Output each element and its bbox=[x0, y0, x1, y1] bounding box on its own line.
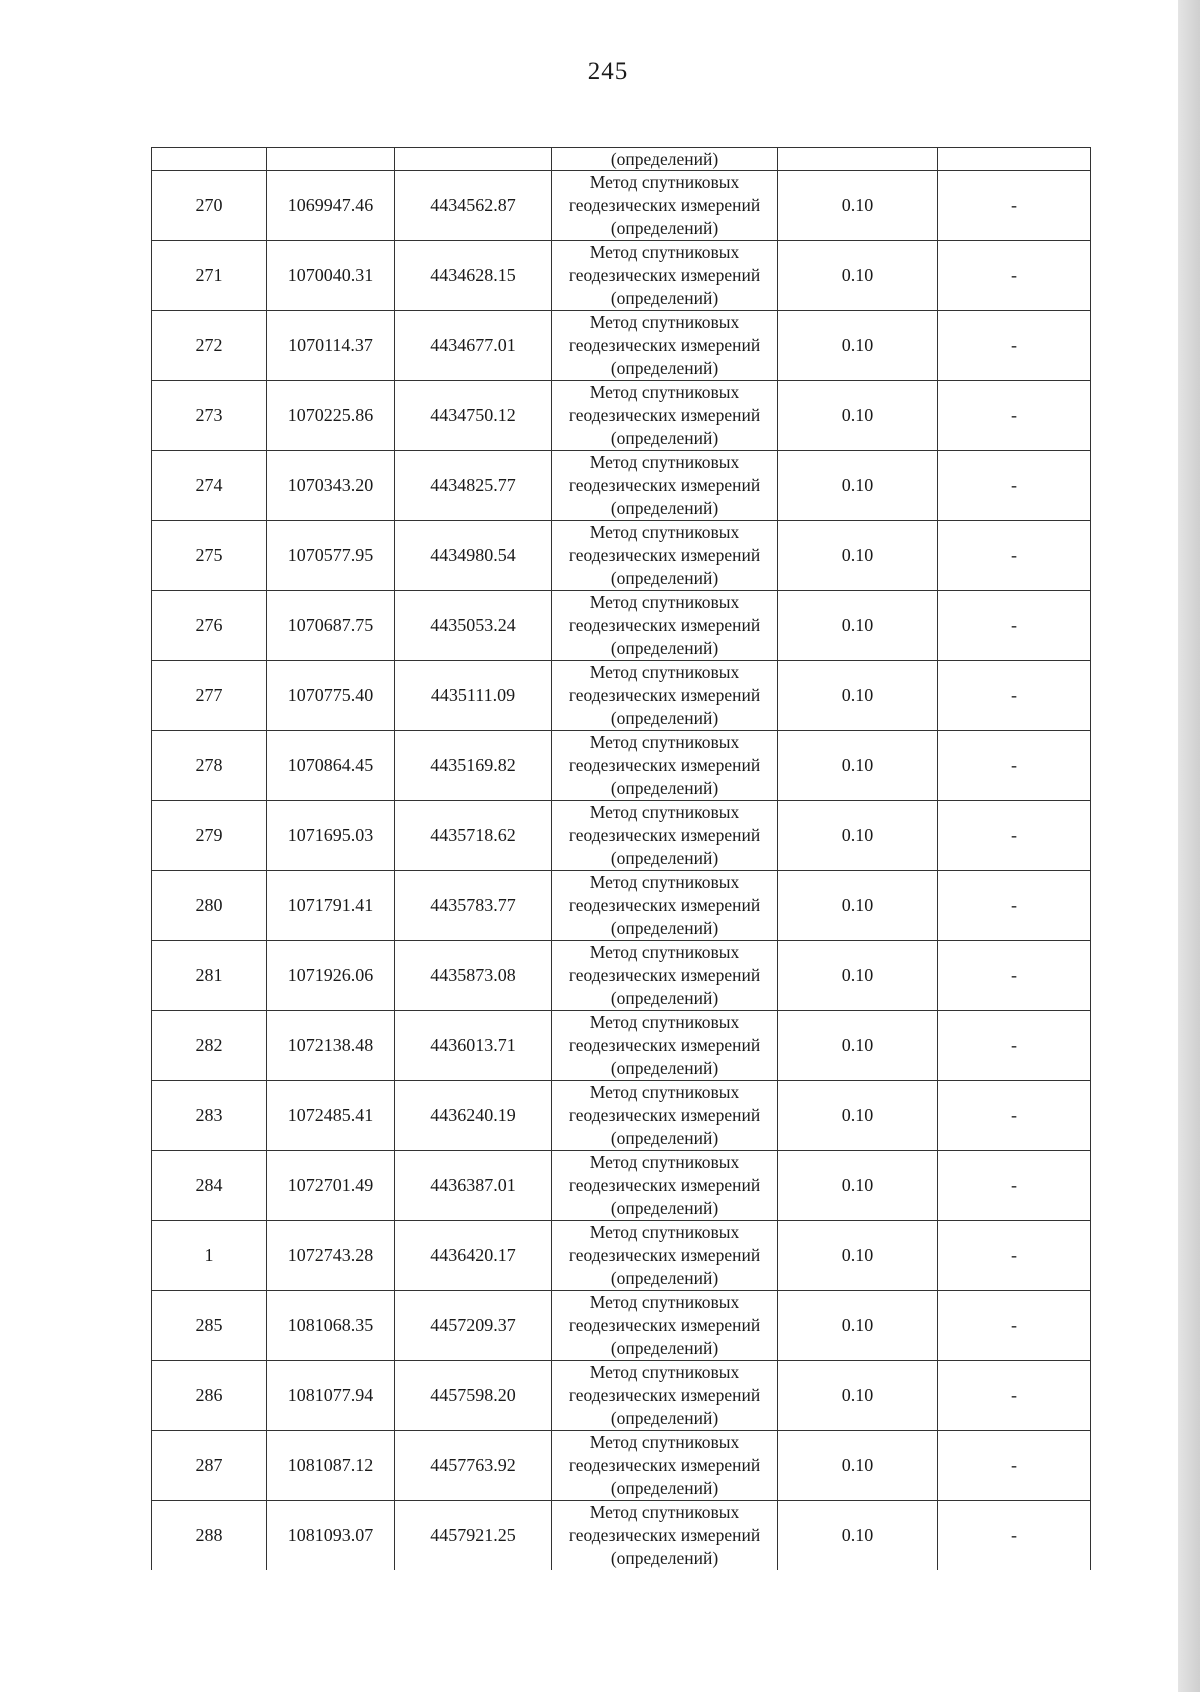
method-line: (определений) bbox=[610, 918, 719, 938]
table-row bbox=[152, 451, 1091, 521]
method-line: (определений) bbox=[610, 1268, 719, 1288]
method-line: геодезических измерений bbox=[568, 895, 761, 915]
accuracy-cell: 0.10 bbox=[778, 591, 938, 661]
x-coordinate-cell: 1081087.12 bbox=[267, 1431, 395, 1501]
y-coordinate-cell: 4434980.54 bbox=[395, 521, 552, 591]
table-row bbox=[152, 941, 1091, 1011]
x-coordinate-cell: 1071695.03 bbox=[267, 801, 395, 871]
method-cell bbox=[552, 1361, 778, 1431]
note-cell: - bbox=[938, 801, 1091, 871]
y-coordinate-cell: 4435111.09 bbox=[395, 661, 552, 731]
x-coordinate-cell: 1070687.75 bbox=[267, 591, 395, 661]
y-coordinate-cell: 4435718.62 bbox=[395, 801, 552, 871]
accuracy-cell: 0.10 bbox=[778, 1081, 938, 1151]
accuracy-cell: 0.10 bbox=[778, 661, 938, 731]
method-line: Метод спутниковых bbox=[589, 1432, 740, 1452]
method-cell bbox=[552, 381, 778, 451]
continued-cell-accuracy bbox=[778, 148, 938, 171]
x-coordinate-cell: 1071926.06 bbox=[267, 941, 395, 1011]
table-row bbox=[152, 591, 1091, 661]
accuracy-cell: 0.10 bbox=[778, 1011, 938, 1081]
table-row bbox=[152, 521, 1091, 591]
method-line: (определений) bbox=[610, 708, 719, 728]
method-line: геодезических измерений bbox=[568, 1385, 761, 1405]
point-number-cell: 274 bbox=[152, 451, 267, 521]
table-row bbox=[152, 171, 1091, 241]
x-coordinate-cell: 1070225.86 bbox=[267, 381, 395, 451]
accuracy-cell: 0.10 bbox=[778, 521, 938, 591]
y-coordinate-cell: 4436240.19 bbox=[395, 1081, 552, 1151]
note-cell: - bbox=[938, 1501, 1091, 1571]
point-number-cell: 271 bbox=[152, 241, 267, 311]
y-coordinate-cell: 4457763.92 bbox=[395, 1431, 552, 1501]
point-number-cell: 270 bbox=[152, 171, 267, 241]
accuracy-cell: 0.10 bbox=[778, 1361, 938, 1431]
y-coordinate-cell: 4436013.71 bbox=[395, 1011, 552, 1081]
note-cell: - bbox=[938, 871, 1091, 941]
note-cell: - bbox=[938, 241, 1091, 311]
table-row bbox=[152, 241, 1091, 311]
point-number-cell: 275 bbox=[152, 521, 267, 591]
accuracy-cell: 0.10 bbox=[778, 1501, 938, 1571]
method-line: (определений) bbox=[610, 638, 719, 658]
x-coordinate-cell: 1070577.95 bbox=[267, 521, 395, 591]
method-line: (определений) bbox=[610, 428, 719, 448]
note-cell: - bbox=[938, 1221, 1091, 1291]
method-cell bbox=[552, 1221, 778, 1291]
method-line: Метод спутниковых bbox=[589, 1222, 740, 1242]
accuracy-cell: 0.10 bbox=[778, 1431, 938, 1501]
note-cell: - bbox=[938, 941, 1091, 1011]
table-row bbox=[152, 1361, 1091, 1431]
accuracy-cell: 0.10 bbox=[778, 801, 938, 871]
table-row bbox=[152, 1011, 1091, 1081]
method-line: Метод спутниковых bbox=[589, 312, 740, 332]
table-row bbox=[152, 1291, 1091, 1361]
table-row bbox=[152, 801, 1091, 871]
accuracy-cell: 0.10 bbox=[778, 871, 938, 941]
point-number-cell: 288 bbox=[152, 1501, 267, 1571]
method-cell bbox=[552, 871, 778, 941]
note-cell: - bbox=[938, 661, 1091, 731]
x-coordinate-cell: 1072743.28 bbox=[267, 1221, 395, 1291]
table-row bbox=[152, 1221, 1091, 1291]
method-line: геодезических измерений bbox=[568, 545, 761, 565]
method-line: Метод спутниковых bbox=[589, 1012, 740, 1032]
x-coordinate-cell: 1072701.49 bbox=[267, 1151, 395, 1221]
table-row bbox=[152, 661, 1091, 731]
method-line: (определений) bbox=[610, 218, 719, 238]
method-cell bbox=[552, 311, 778, 381]
coordinates-table-body bbox=[152, 148, 1091, 1571]
method-line: геодезических измерений bbox=[568, 755, 761, 775]
y-coordinate-cell: 4434750.12 bbox=[395, 381, 552, 451]
y-coordinate-cell: 4435053.24 bbox=[395, 591, 552, 661]
table-row bbox=[152, 311, 1091, 381]
continued-cell-point bbox=[152, 148, 267, 171]
method-line: Метод спутниковых bbox=[589, 802, 740, 822]
accuracy-cell: 0.10 bbox=[778, 241, 938, 311]
method-line: Метод спутниковых bbox=[589, 872, 740, 892]
x-coordinate-cell: 1081077.94 bbox=[267, 1361, 395, 1431]
note-cell: - bbox=[938, 1151, 1091, 1221]
method-line: (определений) bbox=[610, 1478, 719, 1498]
table-row bbox=[152, 1431, 1091, 1501]
page-number: 245 bbox=[587, 58, 629, 85]
method-line: (определений) bbox=[610, 498, 719, 518]
method-line: Метод спутниковых bbox=[589, 452, 740, 472]
method-line: (определений) bbox=[610, 568, 719, 588]
method-cell bbox=[552, 941, 778, 1011]
scan-edge-shadow bbox=[1178, 0, 1200, 1692]
y-coordinate-cell: 4436420.17 bbox=[395, 1221, 552, 1291]
method-cell bbox=[552, 801, 778, 871]
x-coordinate-cell: 1070040.31 bbox=[267, 241, 395, 311]
continued-row bbox=[152, 148, 1091, 171]
table-row bbox=[152, 1151, 1091, 1221]
method-cell bbox=[552, 1291, 778, 1361]
accuracy-cell: 0.10 bbox=[778, 941, 938, 1011]
table-row bbox=[152, 381, 1091, 451]
continued-method-tail: (определений) bbox=[552, 148, 778, 171]
x-coordinate-cell: 1071791.41 bbox=[267, 871, 395, 941]
method-cell bbox=[552, 1501, 778, 1571]
point-number-cell: 282 bbox=[152, 1011, 267, 1081]
continued-cell-x bbox=[267, 148, 395, 171]
method-line: геодезических измерений bbox=[568, 615, 761, 635]
method-cell bbox=[552, 171, 778, 241]
method-line: (определений) bbox=[610, 1408, 719, 1428]
method-cell bbox=[552, 1151, 778, 1221]
method-line: геодезических измерений bbox=[568, 1105, 761, 1125]
method-line: Метод спутниковых bbox=[589, 1082, 740, 1102]
y-coordinate-cell: 4434562.87 bbox=[395, 171, 552, 241]
note-cell: - bbox=[938, 1431, 1091, 1501]
note-cell: - bbox=[938, 1361, 1091, 1431]
accuracy-cell: 0.10 bbox=[778, 1221, 938, 1291]
method-line: Метод спутниковых bbox=[589, 1362, 740, 1382]
method-line: Метод спутниковых bbox=[589, 1152, 740, 1172]
method-line: геодезических измерений bbox=[568, 1175, 761, 1195]
table-row bbox=[152, 1081, 1091, 1151]
method-line: (определений) bbox=[610, 358, 719, 378]
accuracy-cell: 0.10 bbox=[778, 311, 938, 381]
x-coordinate-cell: 1081093.07 bbox=[267, 1501, 395, 1571]
x-coordinate-cell: 1069947.46 bbox=[267, 171, 395, 241]
method-line: геодезических измерений bbox=[568, 1245, 761, 1265]
point-number-cell: 1 bbox=[152, 1221, 267, 1291]
accuracy-cell: 0.10 bbox=[778, 381, 938, 451]
method-line: (определений) bbox=[610, 288, 719, 308]
accuracy-cell: 0.10 bbox=[778, 1151, 938, 1221]
method-line: геодезических измерений bbox=[568, 1315, 761, 1335]
accuracy-cell: 0.10 bbox=[778, 171, 938, 241]
x-coordinate-cell: 1070343.20 bbox=[267, 451, 395, 521]
continued-cell-y bbox=[395, 148, 552, 171]
point-number-cell: 283 bbox=[152, 1081, 267, 1151]
method-line: (определений) bbox=[610, 988, 719, 1008]
point-number-cell: 277 bbox=[152, 661, 267, 731]
method-line: (определений) bbox=[610, 848, 719, 868]
point-number-cell: 276 bbox=[152, 591, 267, 661]
table-row bbox=[152, 1501, 1091, 1571]
table-row bbox=[152, 731, 1091, 801]
method-line: Метод спутниковых bbox=[589, 382, 740, 402]
method-line: Метод спутниковых bbox=[589, 732, 740, 752]
point-number-cell: 280 bbox=[152, 871, 267, 941]
x-coordinate-cell: 1072485.41 bbox=[267, 1081, 395, 1151]
method-line: геодезических измерений bbox=[568, 685, 761, 705]
note-cell: - bbox=[938, 451, 1091, 521]
point-number-cell: 273 bbox=[152, 381, 267, 451]
method-line: геодезических измерений bbox=[568, 405, 761, 425]
method-line: (определений) bbox=[610, 1338, 719, 1358]
method-line: Метод спутниковых bbox=[589, 522, 740, 542]
method-line: Метод спутниковых bbox=[589, 172, 740, 192]
x-coordinate-cell: 1070114.37 bbox=[267, 311, 395, 381]
y-coordinate-cell: 4434677.01 bbox=[395, 311, 552, 381]
method-cell bbox=[552, 1081, 778, 1151]
y-coordinate-cell: 4434825.77 bbox=[395, 451, 552, 521]
accuracy-cell: 0.10 bbox=[778, 1291, 938, 1361]
note-cell: - bbox=[938, 521, 1091, 591]
point-number-cell: 286 bbox=[152, 1361, 267, 1431]
point-number-cell: 272 bbox=[152, 311, 267, 381]
method-cell bbox=[552, 1431, 778, 1501]
point-number-cell: 281 bbox=[152, 941, 267, 1011]
note-cell: - bbox=[938, 171, 1091, 241]
note-cell: - bbox=[938, 1081, 1091, 1151]
method-line: Метод спутниковых bbox=[589, 1292, 740, 1312]
x-coordinate-cell: 1070864.45 bbox=[267, 731, 395, 801]
note-cell: - bbox=[938, 311, 1091, 381]
method-line: Метод спутниковых bbox=[589, 242, 740, 262]
method-line: геодезических измерений bbox=[568, 965, 761, 985]
point-number-cell: 285 bbox=[152, 1291, 267, 1361]
method-line: (определений) bbox=[610, 1198, 719, 1218]
method-cell bbox=[552, 731, 778, 801]
table-row bbox=[152, 871, 1091, 941]
y-coordinate-cell: 4457921.25 bbox=[395, 1501, 552, 1571]
method-line: геодезических измерений bbox=[568, 195, 761, 215]
method-line: Метод спутниковых bbox=[589, 592, 740, 612]
method-line: (определений) bbox=[610, 1128, 719, 1148]
method-line: (определений) bbox=[610, 1548, 719, 1568]
continued-cell-note bbox=[938, 148, 1091, 171]
accuracy-cell: 0.10 bbox=[778, 451, 938, 521]
y-coordinate-cell: 4436387.01 bbox=[395, 1151, 552, 1221]
y-coordinate-cell: 4435783.77 bbox=[395, 871, 552, 941]
method-line: Метод спутниковых bbox=[589, 942, 740, 962]
note-cell: - bbox=[938, 591, 1091, 661]
accuracy-cell: 0.10 bbox=[778, 731, 938, 801]
note-cell: - bbox=[938, 1011, 1091, 1081]
method-line: геодезических измерений bbox=[568, 475, 761, 495]
method-cell bbox=[552, 241, 778, 311]
method-cell bbox=[552, 591, 778, 661]
note-cell: - bbox=[938, 381, 1091, 451]
method-line: Метод спутниковых bbox=[589, 1502, 740, 1522]
method-line: (определений) bbox=[610, 778, 719, 798]
method-line: геодезических измерений bbox=[568, 1455, 761, 1475]
method-cell bbox=[552, 1011, 778, 1081]
method-cell bbox=[552, 451, 778, 521]
point-number-cell: 284 bbox=[152, 1151, 267, 1221]
y-coordinate-cell: 4434628.15 bbox=[395, 241, 552, 311]
note-cell: - bbox=[938, 731, 1091, 801]
point-number-cell: 278 bbox=[152, 731, 267, 801]
method-line: геодезических измерений bbox=[568, 335, 761, 355]
method-cell bbox=[552, 661, 778, 731]
method-line: (определений) bbox=[610, 1058, 719, 1078]
coordinates-table bbox=[151, 147, 1091, 1570]
point-number-cell: 287 bbox=[152, 1431, 267, 1501]
method-cell bbox=[552, 521, 778, 591]
x-coordinate-cell: 1072138.48 bbox=[267, 1011, 395, 1081]
note-cell: - bbox=[938, 1291, 1091, 1361]
y-coordinate-cell: 4457598.20 bbox=[395, 1361, 552, 1431]
x-coordinate-cell: 1070775.40 bbox=[267, 661, 395, 731]
y-coordinate-cell: 4435169.82 bbox=[395, 731, 552, 801]
y-coordinate-cell: 4435873.08 bbox=[395, 941, 552, 1011]
method-line: геодезических измерений bbox=[568, 1525, 761, 1545]
method-line: геодезических измерений bbox=[568, 265, 761, 285]
method-line: геодезических измерений bbox=[568, 1035, 761, 1055]
x-coordinate-cell: 1081068.35 bbox=[267, 1291, 395, 1361]
y-coordinate-cell: 4457209.37 bbox=[395, 1291, 552, 1361]
point-number-cell: 279 bbox=[152, 801, 267, 871]
method-line: Метод спутниковых bbox=[589, 662, 740, 682]
method-line: геодезических измерений bbox=[568, 825, 761, 845]
